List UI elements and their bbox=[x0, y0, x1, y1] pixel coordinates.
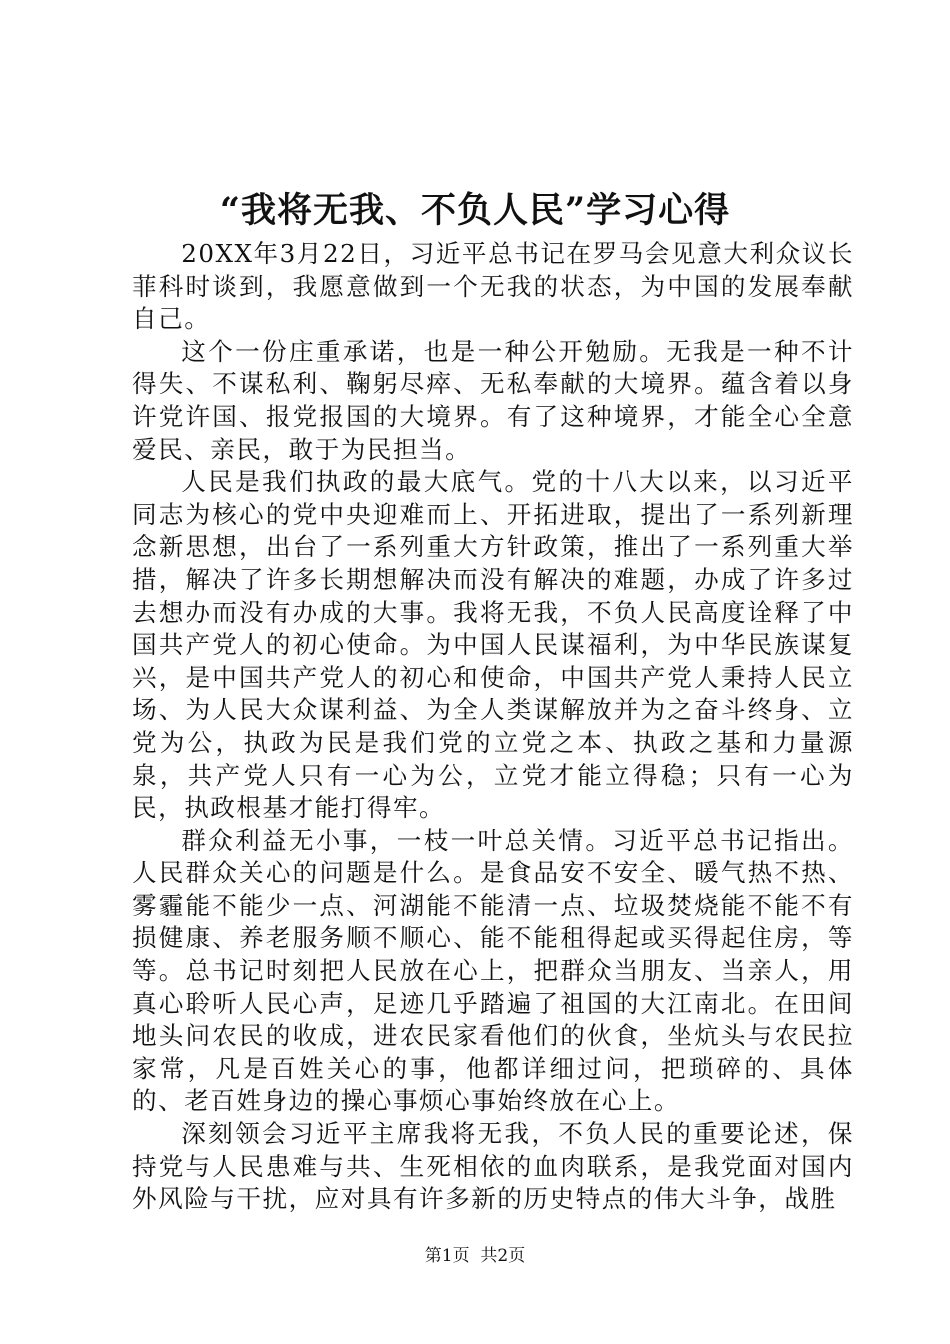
page-footer bbox=[0, 1244, 950, 1268]
paragraph: 群众利益无小事，一枝一叶总关情。习近平总书记指出。人民群众关心的问题是什么。是食品安不安全、暖气热不热、雾霾能不能少一点、河湖能不能清一点、垃圾焚烧能不能不有损健康、养老服务顺不顺心、能不能租得起或买得起住房，等等。总书记时刻把人民放在心上，把群众当朋友、当亲人，用真心聆听人民心声，足迹几乎踏遍了祖国的大江南北。在田间地头问农民的收成，进农民家看他们的伙食，坐炕头与农民拉家常，凡是百姓关心的事，他都详细过问，把琐碎的、具体的、老百姓身边的操心事烦心事始终放在心上。 bbox=[132, 825, 854, 1116]
page-number: 第1页 共2页 bbox=[424, 1246, 526, 1266]
document-body bbox=[132, 238, 854, 1216]
paragraph: 人民是我们执政的最大底气。党的十八大以来，以习近平同志为核心的党中央迎难而上、开拓进取，提出了一系列新理念新思想，出台了一系列重大方针政策，推出了一系列重大举措，解决了许多长期想解决而没有解决的难题，办成了许多过去想办而没有办成的大事。我将无我，不负人民高度诠释了中国共产党人的初心使命。为中国人民谋福利，为中华民族谋复兴，是中国共产党人的初心和使命，中国共产党人秉持人民立场、为人民大众谋利益、为全人类谋解放并为之奋斗终身、立党为公，执政为民是我们党的立党之本、执政之基和力量源泉，共产党人只有一心为公，立党才能立得稳；只有一心为民，执政根基才能打得牢。 bbox=[132, 467, 854, 823]
paragraph: 深刻领会习近平主席我将无我，不负人民的重要论述，保持党与人民患难与共、生死相依的血肉联系，是我党面对国内外风险与干扰，应对具有许多新的历史特点的伟大斗争，战胜 bbox=[132, 1119, 854, 1214]
document-title: “我将无我、不负人民”学习心得 bbox=[219, 190, 731, 231]
paragraph: 这个一份庄重承诺，也是一种公开勉励。无我是一种不计得失、不谋私利、鞠躬尽瘁、无私奉献的大境界。蕴含着以身许党许国、报党报国的大境界。有了这种境界，才能全心全意爱民、亲民，敢于为民担当。 bbox=[132, 336, 854, 464]
paragraph: 20XX年3月22日，习近平总书记在罗马会见意大利众议长菲科时谈到，我愿意做到一个无我的状态，为中国的发展奉献自己。 bbox=[132, 239, 854, 334]
